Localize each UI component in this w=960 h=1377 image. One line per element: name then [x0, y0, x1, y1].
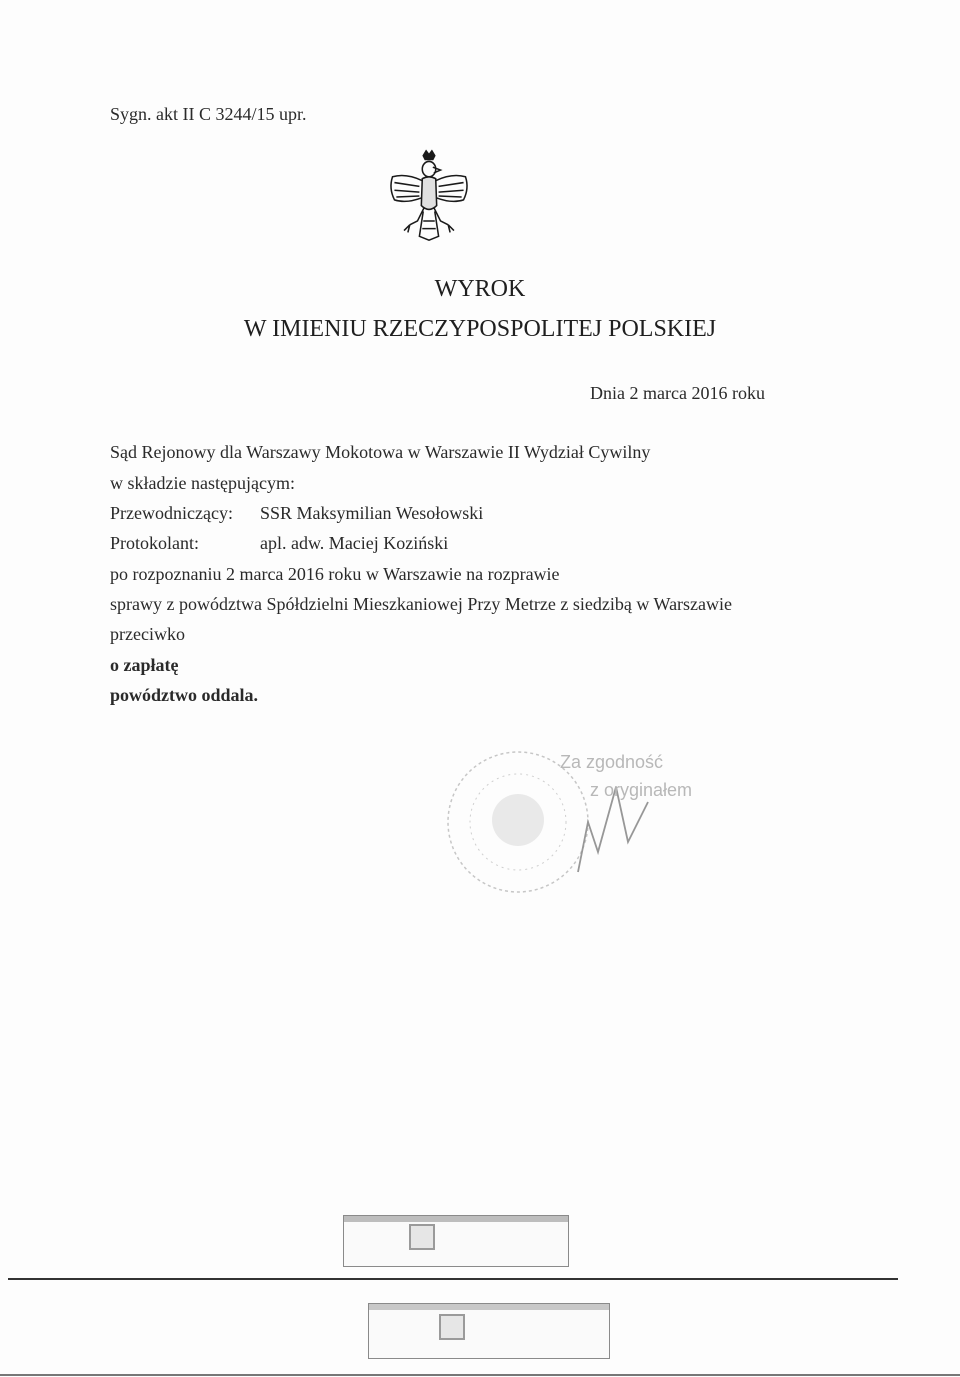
- film-icon: [409, 1224, 435, 1250]
- polish-eagle-icon: [381, 148, 477, 244]
- court-name: Sąd Rejonowy dla Warszawy Mokotowa w Warszawie II Wydział Cywilny: [110, 442, 651, 462]
- claim-line: sprawy z powództwa Spółdzielni Mieszkaniowej Przy Metrze z siedzibą w Warszawie: [110, 594, 733, 614]
- film-icon: [439, 1314, 465, 1340]
- judgment-title: WYROK: [434, 276, 526, 302]
- chair-value: SSR Maksymilian Wesołowski: [260, 503, 484, 523]
- stamp-caption-1: Za zgodność: [560, 752, 664, 772]
- judgment-subtitle: W IMIENIU RZECZYPOSPOLITEJ POLSKIEJ: [243, 316, 717, 342]
- stamp-caption-2: z oryginałem: [590, 780, 693, 800]
- film-frame-strip: [369, 1304, 609, 1310]
- hearing-line: po rozpoznaniu 2 marca 2016 roku w Warszawie na rozprawie: [110, 564, 560, 584]
- film-frame-box-2: [368, 1303, 610, 1359]
- case-signature: Sygn. akt II C 3244/15 upr.: [110, 104, 307, 124]
- recorder-value: apl. adw. Maciej Koziński: [260, 533, 449, 553]
- film-frame-strip: [344, 1216, 568, 1222]
- ruling-line: powództwo oddala.: [110, 685, 259, 705]
- bottom-edge-line: [0, 1374, 960, 1376]
- page-divider: [8, 1278, 898, 1280]
- chair-label: Przewodniczący:: [110, 503, 233, 523]
- subject-line: o zapłatę: [110, 655, 179, 675]
- film-frame-box-1: [343, 1215, 569, 1267]
- judgment-date: Dnia 2 marca 2016 roku: [590, 383, 765, 403]
- against-line: przeciwko: [110, 624, 185, 644]
- composition-intro: w składzie następującym:: [110, 473, 295, 493]
- recorder-label: Protokolant:: [110, 533, 199, 553]
